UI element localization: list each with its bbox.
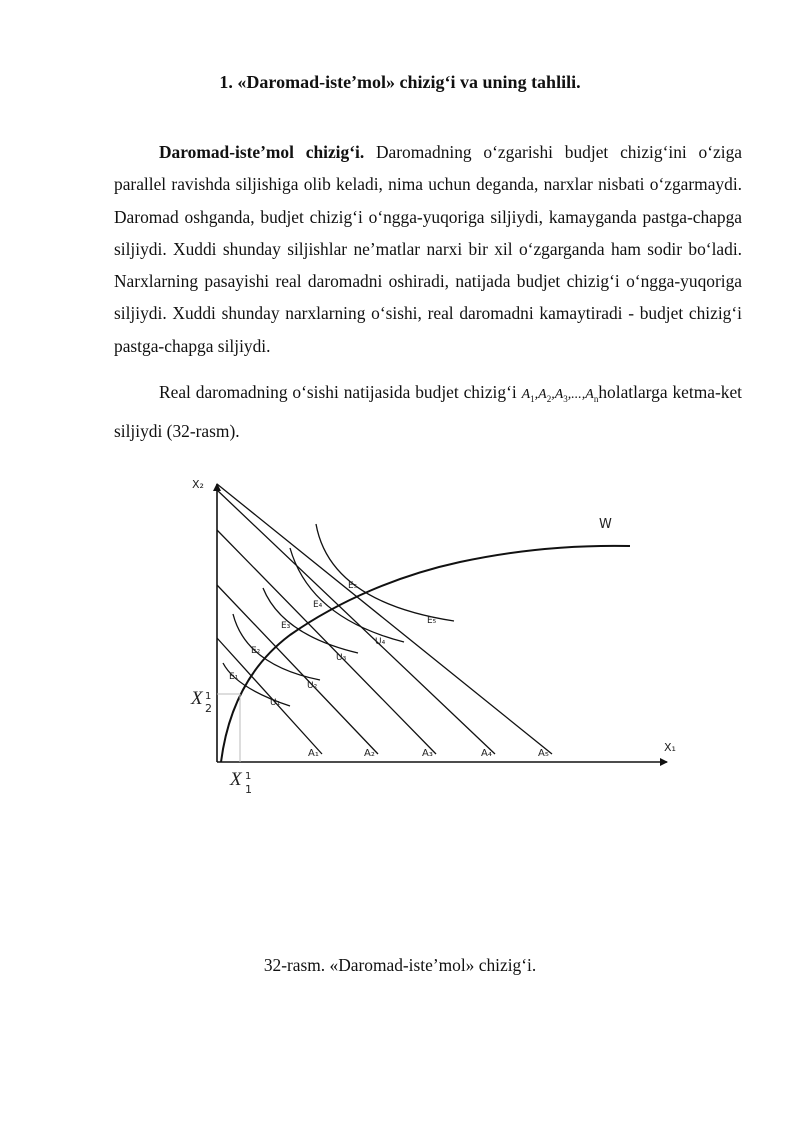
term-bold: Daromad-iste’mol chizig‘i. xyxy=(159,142,365,162)
paragraph-text: holatlarga ketma-ket siljiydi (32-rasm). xyxy=(114,382,742,442)
budget-line-a4 xyxy=(217,490,495,754)
label-e5: E₅ xyxy=(348,581,358,591)
paragraph-text: Real daromadning o‘sishi natijasida budjet chizig‘i xyxy=(159,382,522,402)
indifference-curve-u4 xyxy=(290,548,404,642)
x2-level-label: X xyxy=(191,688,203,709)
x1-level-sub: 1 xyxy=(245,783,252,796)
x-axis-label: X₁ xyxy=(664,741,676,754)
label-e4: E₄ xyxy=(313,600,323,610)
label-u5: E₅ xyxy=(427,616,437,626)
label-a3: A₃ xyxy=(422,748,433,759)
budget-line-a1 xyxy=(217,638,322,754)
label-e1: E₁ xyxy=(229,672,239,682)
paragraph-shift xyxy=(114,376,742,447)
label-a5: A₅ xyxy=(538,748,549,759)
x1-level-sup: 1 xyxy=(245,771,252,782)
label-a4: A₄ xyxy=(481,748,492,759)
label-u1: U₁ xyxy=(270,698,281,708)
budget-line-a5 xyxy=(217,484,552,754)
x2-level-sup: 1 xyxy=(205,691,212,702)
label-u4: U₄ xyxy=(375,637,386,647)
y-axis-label: X₂ xyxy=(192,478,204,491)
label-a1: A₁ xyxy=(308,748,319,759)
figure-caption: 32-rasm. «Daromad-iste’mol» chizig‘i. xyxy=(263,955,537,975)
x2-level-sub: 2 xyxy=(205,702,212,715)
label-e2: E₂ xyxy=(251,646,261,656)
income-consumption-figure xyxy=(0,460,800,820)
x1-level-label: X xyxy=(230,769,242,790)
label-u3: U₃ xyxy=(336,653,347,663)
curve-w-label: W xyxy=(599,517,612,532)
budget-line-sequence: $A_1,A_2,A_3,...,A_n$ xyxy=(521,387,599,404)
label-e3: E₃ xyxy=(281,621,291,631)
label-a2: A₂ xyxy=(364,748,375,759)
section-heading: 1. «Daromad-iste’mol» chizig‘i va uning tahlili. xyxy=(219,72,581,92)
label-u2: U₂ xyxy=(307,681,318,691)
paragraph-definition xyxy=(114,136,742,362)
paragraph-text: Daromadning o‘zgarishi budjet chizig‘ini o‘ziga parallel ravishda siljishiga olib keladi, nima uchun deganda, narxlar nisbati o‘zgarmaydi. Daromad oshganda, budjet chizig‘i o‘ngga-yuqoriga siljiydi, kamayganda pastga-chapga siljiydi. Xuddi shunday siljishlar ne’matlar narxi bir xil o‘zgarganda ham sodir bo‘ladi. Narxlarning pasayishi real daromadni oshiradi, natijada budjet chizig‘i o‘ngga-yuqoriga siljiydi. Xuddi shunday narxlarning o‘sishi, real daromadni kamaytiradi - budjet chizig‘i pastga-chapga siljiydi. xyxy=(114,142,742,356)
